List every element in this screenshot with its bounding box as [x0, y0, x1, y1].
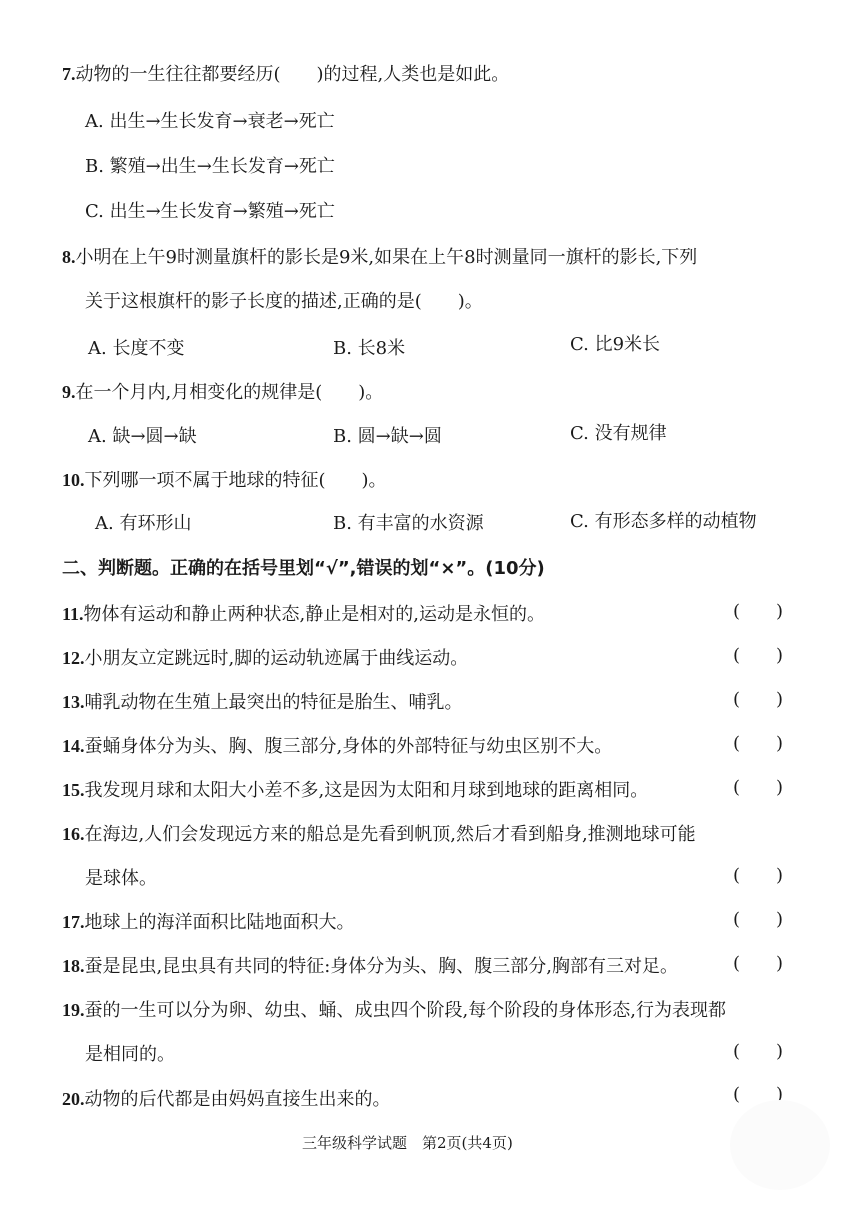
option-a: A. 有环形山	[95, 513, 192, 534]
question-number: 9.	[62, 382, 76, 402]
question-10	[62, 468, 387, 493]
question-number: 10.	[62, 470, 85, 490]
option-b: B. 圆→缺→圆	[333, 426, 442, 447]
judgement-item	[62, 910, 355, 935]
question-text: 蚕是昆虫,昆虫具有共同的特征:身体分为头、胸、腹三部分,胸部有三对足。	[84, 956, 679, 977]
question-number: 11.	[62, 604, 84, 624]
judgement-item	[62, 602, 545, 627]
question-text: 物体有运动和静止两种状态,静止是相对的,运动是永恒的。	[83, 604, 545, 625]
answer-blank[interactable]: ( )	[733, 733, 784, 754]
answer-blank[interactable]: ( )	[733, 689, 784, 710]
question-text: 动物的后代都是由妈妈直接生出来的。	[84, 1089, 391, 1110]
question-number: 20.	[62, 1089, 85, 1109]
answer-blank[interactable]: ( )	[733, 953, 784, 974]
question-text: 我发现月球和太阳大小差不多,这是因为太阳和月球到地球的距离相同。	[84, 780, 649, 801]
judgement-item	[62, 690, 463, 715]
judgement-item	[62, 998, 726, 1023]
scan-smudge	[730, 1100, 830, 1190]
question-text: 小朋友立定跳远时,脚的运动轨迹属于曲线运动。	[84, 648, 469, 669]
judgement-item	[62, 1087, 391, 1112]
question-7	[62, 62, 509, 87]
section-heading: 二、判断题。正确的在括号里划“√”,错误的划“×”。(10分)	[62, 558, 545, 579]
question-number: 18.	[62, 956, 85, 976]
option-c: C. 比9米长	[570, 334, 661, 355]
answer-blank[interactable]: ( )	[733, 777, 784, 798]
question-text: 下列哪一项不属于地球的特征( )。	[84, 470, 387, 491]
question-number: 16.	[62, 824, 85, 844]
answer-blank[interactable]: ( )	[733, 1084, 784, 1105]
option-a: A. 出生→生长发育→衰老→死亡	[85, 111, 335, 132]
judgement-item	[62, 822, 696, 847]
question-text: 地球上的海洋面积比陆地面积大。	[84, 912, 355, 933]
question-8	[62, 245, 697, 270]
question-number: 8.	[62, 247, 76, 267]
answer-blank[interactable]: ( )	[733, 645, 784, 666]
question-number: 12.	[62, 648, 85, 668]
option-c: C. 有形态多样的动植物	[570, 511, 757, 532]
option-b: B. 长8米	[333, 338, 406, 359]
question-text: 蚕的一生可以分为卵、幼虫、蛹、成虫四个阶段,每个阶段的身体形态,行为表现都	[84, 1000, 726, 1021]
judgement-item	[62, 954, 678, 979]
question-text: 小明在上午9时测量旗杆的影长是9米,如果在上午8时测量同一旗杆的影长,下列	[75, 247, 698, 268]
judgement-item	[62, 646, 468, 671]
answer-blank[interactable]: ( )	[733, 1041, 784, 1062]
question-text: 蚕蛹身体分为头、胸、腹三部分,身体的外部特征与幼虫区别不大。	[84, 736, 613, 757]
question-text: 在一个月内,月相变化的规律是( )。	[75, 382, 384, 403]
question-number: 15.	[62, 780, 85, 800]
question-text: 在海边,人们会发现远方来的船总是先看到帆顶,然后才看到船身,推测地球可能	[84, 824, 696, 845]
option-c: C. 出生→生长发育→繁殖→死亡	[85, 201, 335, 222]
question-number: 13.	[62, 692, 85, 712]
judgement-item	[62, 778, 648, 803]
question-text-continued: 是相同的。	[85, 1044, 175, 1065]
question-text: 哺乳动物在生殖上最突出的特征是胎生、哺乳。	[84, 692, 463, 713]
option-a: A. 缺→圆→缺	[88, 426, 197, 447]
option-b: B. 有丰富的水资源	[333, 513, 484, 534]
question-number: 17.	[62, 912, 85, 932]
answer-blank[interactable]: ( )	[733, 601, 784, 622]
question-8-continued: 关于这根旗杆的影子长度的描述,正确的是( )。	[85, 291, 483, 312]
answer-blank[interactable]: ( )	[733, 865, 784, 886]
question-text-continued: 是球体。	[85, 868, 157, 889]
question-9	[62, 380, 383, 405]
question-number: 19.	[62, 1000, 85, 1020]
judgement-item	[62, 734, 612, 759]
answer-blank[interactable]: ( )	[733, 909, 784, 930]
question-number: 14.	[62, 736, 85, 756]
question-number: 7.	[62, 64, 76, 84]
option-a: A. 长度不变	[88, 338, 185, 359]
option-b: B. 繁殖→出生→生长发育→死亡	[85, 156, 335, 177]
option-c: C. 没有规律	[570, 423, 667, 444]
page-footer: 三年级科学试题 第2页(共4页)	[302, 1134, 513, 1152]
question-text: 动物的一生往往都要经历( )的过程,人类也是如此。	[75, 64, 510, 85]
